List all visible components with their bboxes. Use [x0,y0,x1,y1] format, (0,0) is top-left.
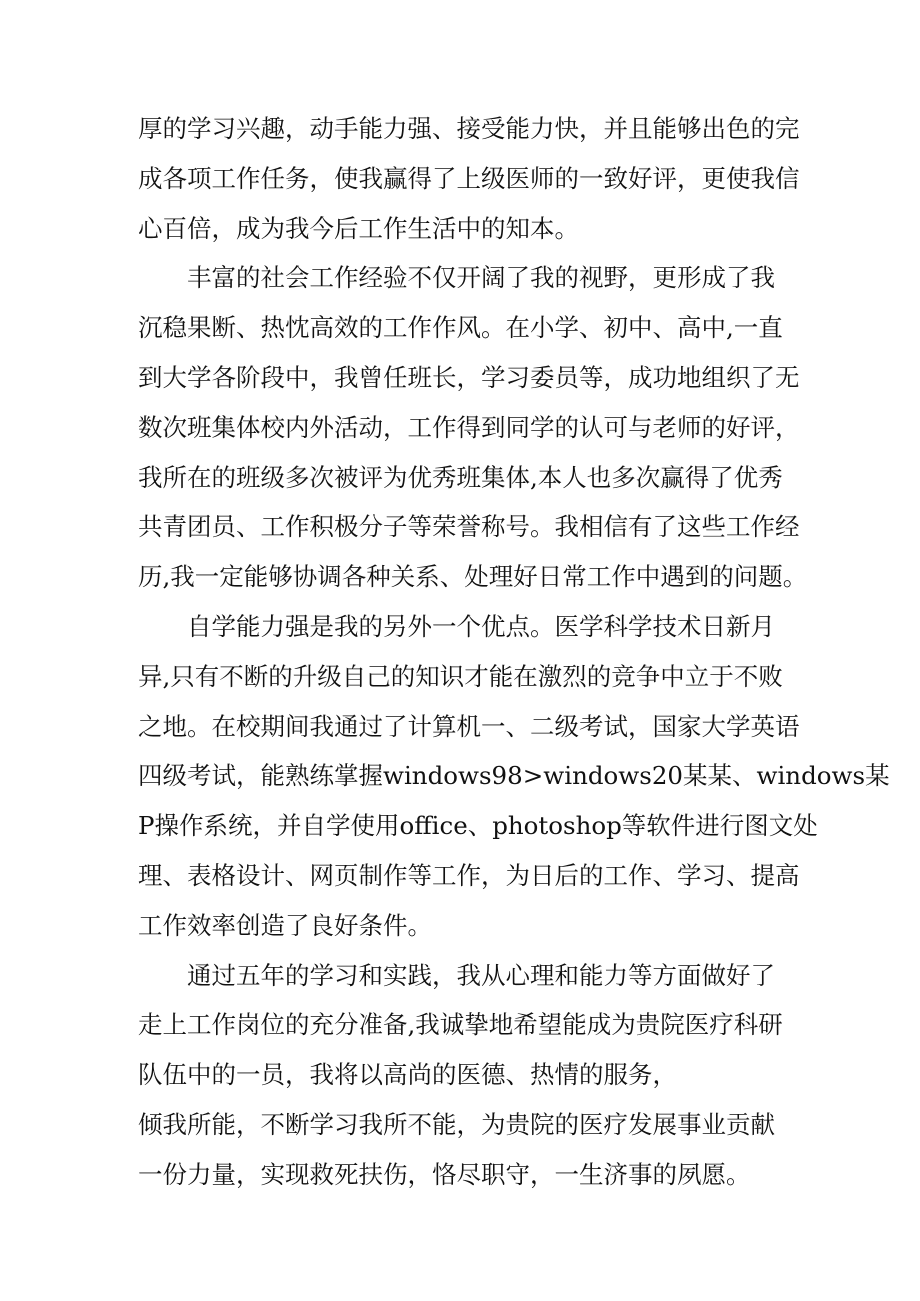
text-line: 队伍中的一员，我将以高尚的医德、热情的服务， [138,1060,677,1090]
text-line: 历,我一定能够协调各种关系、处理好日常工作中遇到的问题。 [138,562,808,592]
document-body [138,104,890,1200]
text-line: 我所在的班级多次被评为优秀班集体,本人也多次赢得了优秀 [138,462,783,492]
text-line: 异,只有不断的升级自己的知识才能在激烈的竞争中立于不败 [138,661,783,691]
text-line: 之地。在校期间我通过了计算机一、二级考试，国家大学英语 [138,711,800,741]
text-line: P操作系统，并自学使用office、photoshop等软件进行图文处 [138,811,818,841]
text-line: 共青团员、工作积极分子等荣誉称号。我相信有了这些工作经 [138,512,800,542]
text-line: 工作效率创造了良好条件。 [138,910,432,940]
text-line: 四级考试，能熟练掌握windows98>windows20某某、windows某 [138,761,890,791]
text-line: 走上工作岗位的充分准备,我诚挚地希望能成为贵院医疗科研 [138,1010,783,1040]
text-line: 到大学各阶段中，我曾任班长，学习委员等，成功地组织了无 [138,362,800,392]
paragraph-start-line: 通过五年的学习和实践，我从心理和能力等方面做好了 [187,960,775,990]
text-line: 一份力量，实现救死扶伤，恪尽职守，一生济事的夙愿。 [138,1159,751,1189]
text-line: 数次班集体校内外活动，工作得到同学的认可与老师的好评， [138,412,800,442]
text-line: 心百倍，成为我今后工作生活中的知本。 [138,213,579,243]
text-line: 成各项工作任务，使我赢得了上级医师的一致好评，更使我信 [138,163,800,193]
text-line: 倾我所能，不断学习我所不能，为贵院的医疗发展事业贡献 [138,1109,775,1139]
text-line: 沉稳果断、热忱高效的工作作风。在小学、初中、高中,一直 [138,313,783,343]
text-line: 厚的学习兴趣，动手能力强、接受能力快，并且能够出色的完 [138,114,800,143]
text-line: 理、表格设计、网页制作等工作，为日后的工作、学习、提高 [138,860,800,890]
paragraph-start-line: 自学能力强是我的另外一个优点。医学科学技术日新月 [187,611,775,641]
paragraph-start-line: 丰富的社会工作经验不仅开阔了我的视野，更形成了我 [187,263,775,293]
